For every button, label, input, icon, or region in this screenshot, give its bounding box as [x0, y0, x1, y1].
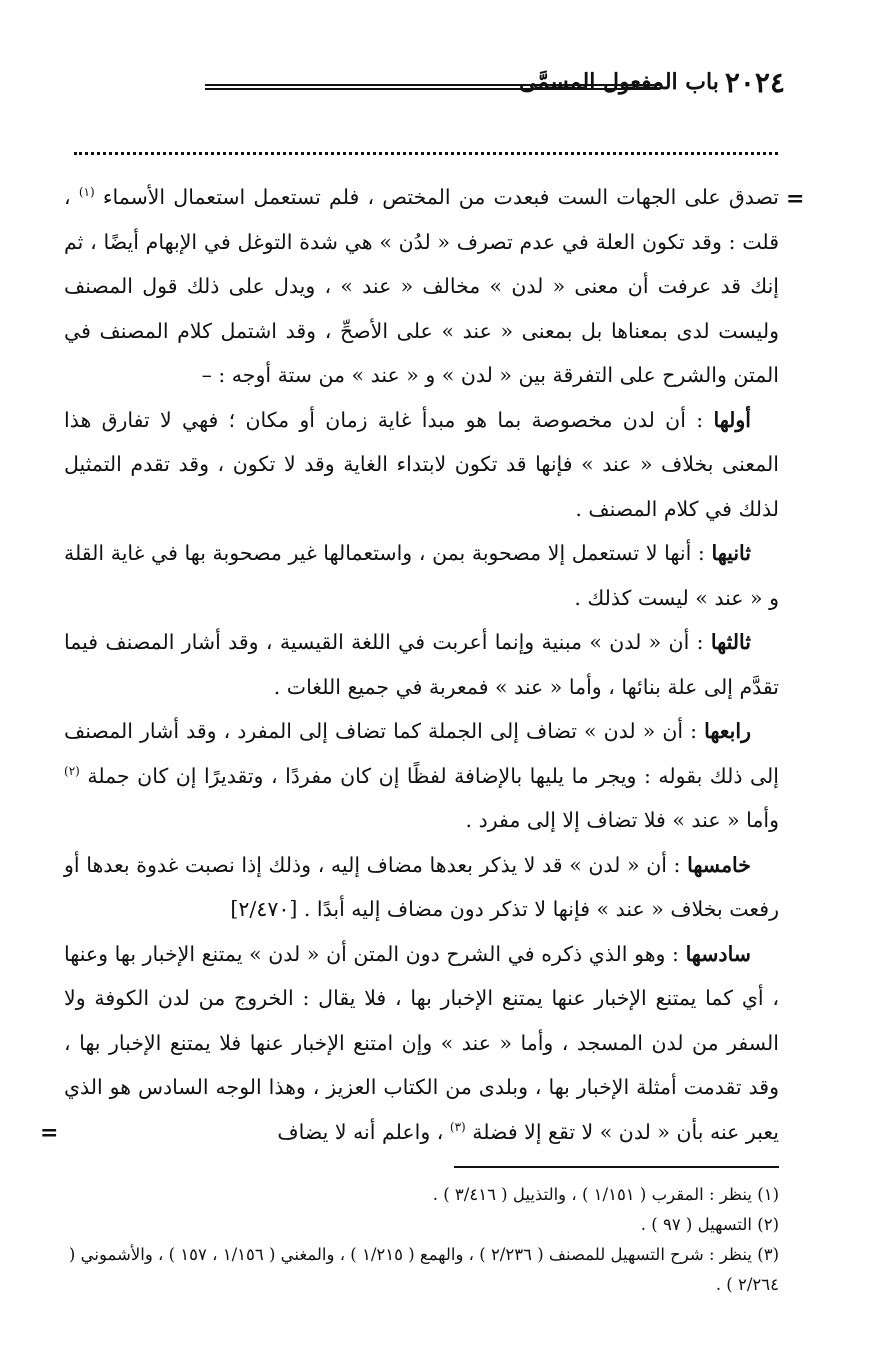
- footnote-2: (٢) التسهيل ( ٩٧ ) .: [640, 1215, 779, 1234]
- source-page-reference: [٢/٤٧٠]: [230, 897, 298, 921]
- footnote-1: (١) ينظر : المقرب ( ١/١٥١ ) ، والتذييل ( ٣/٤١٦ ) .: [432, 1185, 779, 1204]
- page-number: ٢٠٢٤: [724, 65, 785, 99]
- paragraph-text: : وهو الذي ذكره في الشرح دون المتن أن « لدن » يمتنع الإخبار بها وعنها ، أي كما يمتنع الإخبار عنها يمتنع الإخبار بها ، فلا يقال : الخروج من لدن الكوفة ولا السفر من لدن المسجد ، وأما « عند » وإن امتنع الإخبار عنها فلا يمتنع الإخبار بها ، وقد تقدمت أمثلة الإخبار بها ، وبلدى من الكتاب العزيز ، وهذا الوجه السادس هو الذي يعبر عنه بأن « لدن » لا تقع إلا فضلة: [64, 941, 779, 1144]
- continuation-mark-bottom: =: [40, 1120, 59, 1146]
- paragraph-text: تصدق على الجهات الست فبعدت من المختص ، فلم تستعمل استعمال الأسماء: [102, 185, 779, 209]
- paragraph-first-difference: [64, 398, 779, 532]
- page-header: [64, 62, 785, 102]
- paragraph-text: : أن لدن مخصوصة بما هو مبدأ غاية زمان أو مكان ؛ فهي لا تفارق هذا المعنى بخلاف « عند » فإنها قد تكون لابتداء الغاية وقد لا تكون ، وقد تقدم التمثيل لذلك في كلام المصنف .: [64, 407, 779, 521]
- header-double-rule: [205, 84, 660, 90]
- paragraph-lead-word: رابعها: [704, 719, 751, 743]
- footnote-3: (٣) ينظر : شرح التسهيل للمصنف ( ٢/٢٣٦ ) ، والهمع ( ١/٢١٥ ) ، والمغني ( ١/١٥٦ ، ١٥٧ ) ، والأشموني ( ٢/٢٦٤ ) .: [68, 1245, 779, 1294]
- footnotes: [60, 1180, 779, 1300]
- continuation-mark-top: =: [786, 186, 805, 212]
- chapter-title: باب المفعول المسمَّى: [519, 69, 719, 95]
- paragraph-text: ، واعلم أنه لا يضاف: [277, 1119, 444, 1144]
- paragraph-sixth-difference: [64, 932, 779, 1155]
- paragraph-fifth-difference: [64, 843, 779, 932]
- paragraph-lead-word: سادسها: [685, 941, 751, 966]
- paragraph-text: : أن « لدن » مبنية وإنما أعربت في اللغة القيسية ، وقد أشار المصنف فيما تقدَّم إلى علة بنائها ، وأما « عند » فمعربة في جميع اللغات .: [64, 630, 779, 699]
- footnote-separator: [454, 1166, 779, 1168]
- paragraph-fourth-difference: [64, 709, 779, 843]
- footnote-reference: (١): [78, 185, 95, 200]
- footnote-reference: (٢): [64, 763, 80, 778]
- paragraph-text: ، قلت : وقد تكون العلة في عدم تصرف « لدُن » هي شدة التوغل في الإبهام أيضًا ، ثم إنك قد عرفت أن معنى « لدن » مخالف « عند » ، ويدل على ذلك قول المصنف وليست لدى بمعناها بل بمعنى « عند » على الأصحِّ ، وقد اشتمل كلام المصنف في المتن والشرح على التفرقة بين « لدن » و « عند » من ستة أوجه : –: [64, 185, 779, 387]
- paragraph-lead-word: أولها: [713, 407, 751, 432]
- paragraph-text: وأما « عند » فلا تضاف إلا إلى مفرد .: [465, 808, 779, 832]
- paragraph-lead-word: ثالثها: [710, 630, 751, 654]
- paragraph-text: : أن « لدن » قد لا يذكر بعدها مضاف إليه ، وذلك إذا نصبت غدوة بعدها أو رفعت بخلاف « عند » فإنها لا تذكر دون مضاف إليه أبدًا .: [64, 852, 779, 921]
- header-dotted-separator: [74, 152, 778, 155]
- paragraph-lead-word: خامسها: [687, 852, 751, 877]
- footnote-reference: (٣): [449, 1119, 466, 1134]
- paragraph-third-difference: [64, 620, 779, 709]
- paragraph-text: : أن « لدن » تضاف إلى الجملة كما تضاف إلى المفرد ، وقد أشار المصنف إلى ذلك بقوله : ويجر ما يليها بالإضافة لفظًا إن كان مفردًا ، وتقديرًا إن كان جملة: [64, 719, 779, 788]
- paragraph-text: : أنها لا تستعمل إلا مصحوبة بمن ، واستعمالها غير مصحوبة بها في غاية القلة و « عند » ليست كذلك .: [64, 541, 779, 610]
- paragraph-second-difference: [64, 531, 779, 620]
- main-text: [64, 175, 779, 1154]
- paragraph-lead-word: ثانيها: [711, 541, 751, 565]
- paragraph-intro: [64, 175, 779, 398]
